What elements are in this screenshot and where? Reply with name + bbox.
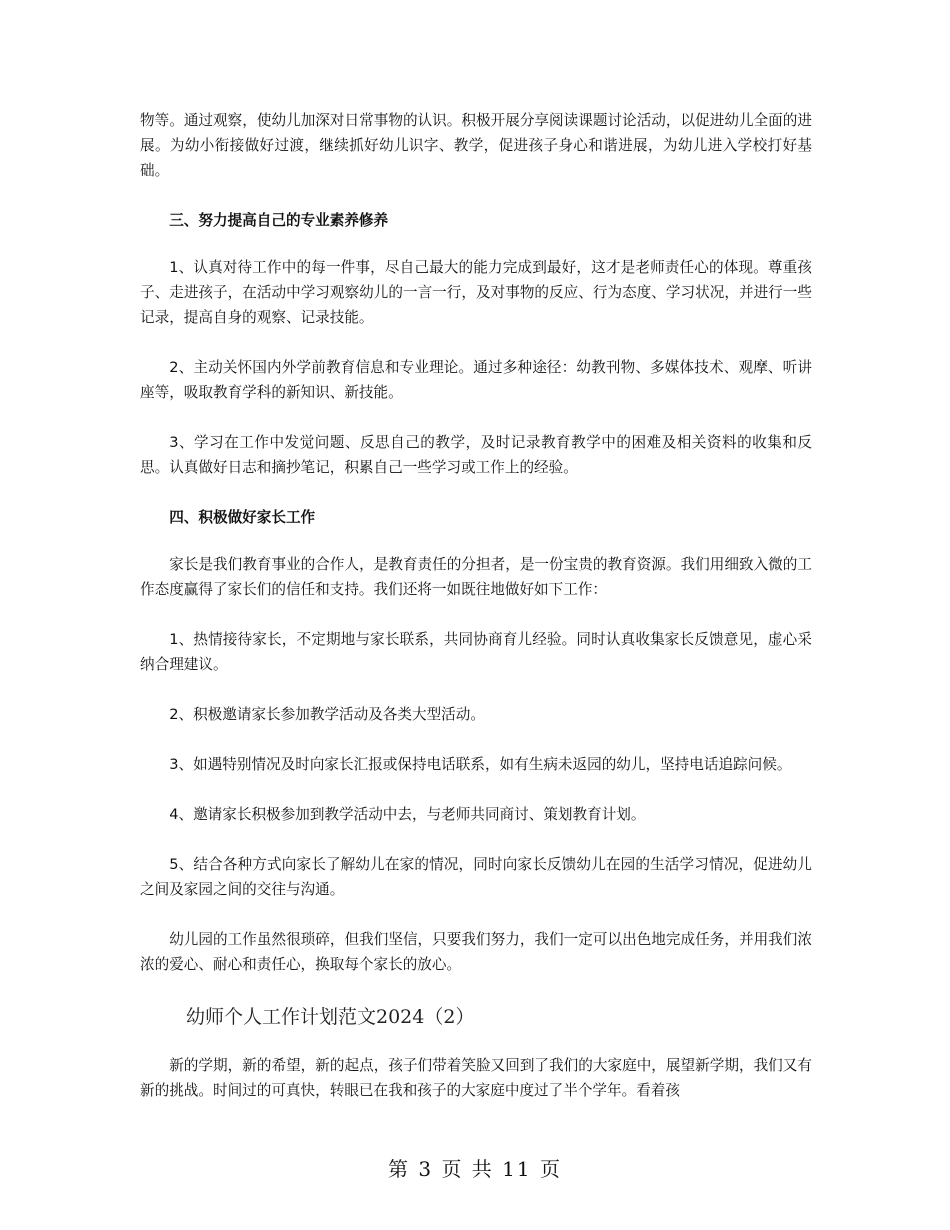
- paragraph: 3、学习在工作中发觉问题、反思自己的教学，及时记录教育教学中的困难及相关资料的收集和反思。认真做好日志和摘抄笔记，积累自己一些学习或工作上的经验。: [140, 434, 812, 476]
- paragraph: 2、积极邀请家长参加教学活动及各类大型活动。: [169, 706, 485, 723]
- paragraph: 1、认真对待工作中的每一件事，尽自己最大的能力完成到最好，这才是老师责任心的体现。尊重孩子、走进孩子，在活动中学习观察幼儿的一言一行，及对事物的反应、行为态度、学习状况，并进行一些记录，提高自身的观察、记录技能。: [140, 259, 812, 326]
- section-heading: 四、积极做好家长工作: [169, 509, 316, 526]
- paragraph: 新的学期，新的希望，新的起点，孩子们带着笑脸又回到了我们的大家庭中，展望新学期，我们又有新的挑战。时间过的可真快，转眼已在我和孩子的大家庭中度过了半个学年。看着孩: [140, 1057, 812, 1099]
- paragraph: 4、邀请家长积极参加到教学活动中去，与老师共同商讨、策划教育计划。: [169, 806, 646, 823]
- page-number-footer: 第 3 页 共 11 页: [388, 1157, 562, 1181]
- paragraph: 2、主动关怀国内外学前教育信息和专业理论。通过多种途径：幼教刊物、多媒体技术、观摩、听讲座等，吸取教育学科的新知识、新技能。: [140, 359, 812, 401]
- document-section-title: 幼师个人工作计划范文2024（2）: [186, 1006, 475, 1028]
- paragraph: 物等。通过观察，使幼儿加深对日常事物的认识。积极开展分享阅读课题讨论活动，以促进幼儿全面的进展。为幼小衔接做好过渡，继续抓好幼儿识字、教学，促进孩子身心和谐进展，为幼儿进入学校打好基础。: [140, 112, 812, 179]
- page-content: [140, 108, 812, 1128]
- paragraph: 3、如遇特别情况及时向家长汇报或保持电话联系，如有生病未返园的幼儿，坚持电话追踪问候。: [169, 756, 792, 773]
- section-heading: 三、努力提高自己的专业素养修养: [169, 212, 389, 229]
- paragraph: 幼儿园的工作虽然很琐碎，但我们坚信，只要我们努力，我们一定可以出色地完成任务，并用我们浓浓的爱心、耐心和责任心，换取每个家长的放心。: [140, 931, 812, 973]
- paragraph: 5、结合各种方式向家长了解幼儿在家的情况，同时向家长反馈幼儿在园的生活学习情况，促进幼儿之间及家园之间的交往与沟通。: [140, 856, 812, 898]
- paragraph: 家长是我们教育事业的合作人，是教育责任的分担者，是一份宝贵的教育资源。我们用细致入微的工作态度赢得了家长们的信任和支持。我们还将一如既往地做好如下工作：: [140, 556, 812, 598]
- paragraph: 1、热情接待家长，不定期地与家长联系，共同协商育儿经验。同时认真收集家长反馈意见，虚心采纳合理建议。: [140, 631, 812, 673]
